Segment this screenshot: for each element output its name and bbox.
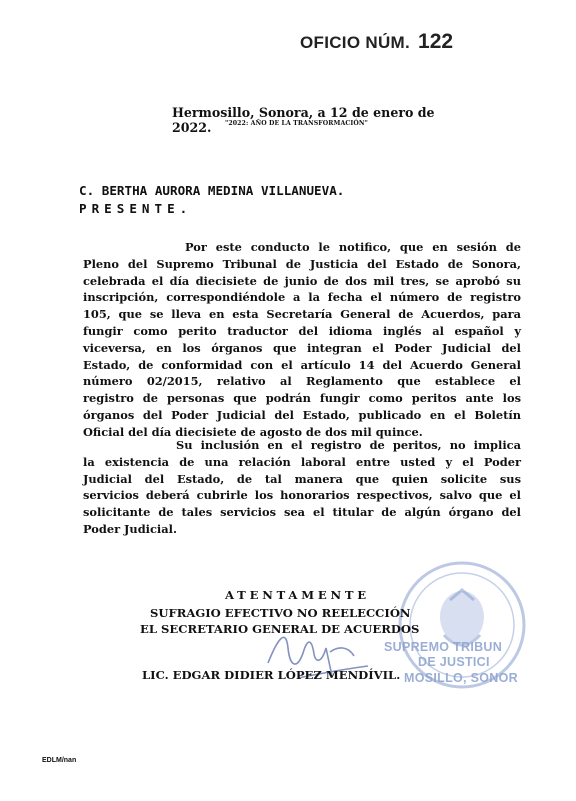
oficio-number: 122 — [418, 30, 454, 53]
paragraph-line: registro de personas que podrán fungir como peritos ante los — [83, 391, 521, 406]
place-date: Hermosillo, Sonora, a 12 de enero de 2022. — [172, 105, 435, 135]
recipient-salutation: PRESENTE. — [79, 201, 193, 216]
oficio-label: OFICIO NÚM. — [300, 33, 411, 52]
paragraph-line: celebrada el día diecisiete de junio de dos mil tres, se aprobó su — [83, 273, 521, 288]
recipient-block — [79, 182, 344, 218]
paragraph-line: Pleno del Supremo Tribunal de Justicia del Estado de Sonora, — [83, 256, 521, 271]
paragraph-line: Judicial del Estado, de tal manera que quien solicite sus — [83, 471, 521, 486]
paragraph-notification — [83, 239, 521, 441]
recipient-name: C. BERTHA AURORA MEDINA VILLANUEVA. — [79, 183, 345, 198]
paragraph-line: órganos del Poder Judicial del Estado, publicado en el Boletín — [83, 407, 521, 422]
paragraph-line: inscripción, correspondiéndole a la fecha el número de registro — [83, 290, 521, 305]
paragraph-line: la existencia de una relación laboral entre usted y el Poder — [83, 454, 521, 469]
paragraph-line: viceversa, en los órganos que integran el Poder Judicial del — [83, 340, 521, 355]
year-motto: "2022: AÑO DE LA TRANSFORMACIÓN" — [225, 120, 368, 127]
paragraph-line: Oficial del día diecisiete de agosto de dos mil quince. — [83, 424, 423, 439]
signer-name: LIC. EDGAR DIDIER LÓPEZ MENDÍVIL. — [142, 668, 401, 682]
oficio-number-header — [300, 30, 500, 54]
paragraph-line: número 02/2015, relativo al Reglamento que establece el — [83, 374, 521, 389]
paragraph-line: Por este conducto le notifico, que en sesión de — [185, 240, 521, 254]
signer-title: EL SECRETARIO GENERAL DE ACUERDOS — [140, 622, 420, 636]
paragraph-line: fungir como perito traductor del idioma inglés al español y — [83, 323, 521, 338]
seal-text-line3: MOSILLO, SONOR — [404, 671, 518, 685]
seal-text-line2: DE JUSTICI — [418, 655, 490, 669]
paragraph-registry — [83, 437, 521, 538]
paragraph-line: Poder Judicial. — [83, 521, 177, 536]
paragraph-line: 105, que se lleva en esta Secretaría General de Acuerdos, para — [83, 307, 521, 322]
paragraph-line: solicitante de tales servicios sea el titular de algún órgano del — [83, 505, 521, 520]
signoff-sufragio: SUFRAGIO EFECTIVO NO REELECCIÓN — [150, 606, 411, 620]
paragraph-line: Estado, de conformidad con el artículo 14 del Acuerdo General — [83, 357, 521, 372]
signoff-atentamente: ATENTAMENTE — [225, 588, 370, 602]
paragraph-line: servicios deberá cubrirle los honorarios respectivos, salvo que el — [83, 488, 521, 503]
paragraph-line: Su inclusión en el registro de peritos, no implica — [176, 438, 521, 452]
seal-text-line1: SUPREMO TRIBUN — [384, 640, 503, 654]
typist-initials: EDLM/nan — [42, 757, 77, 764]
